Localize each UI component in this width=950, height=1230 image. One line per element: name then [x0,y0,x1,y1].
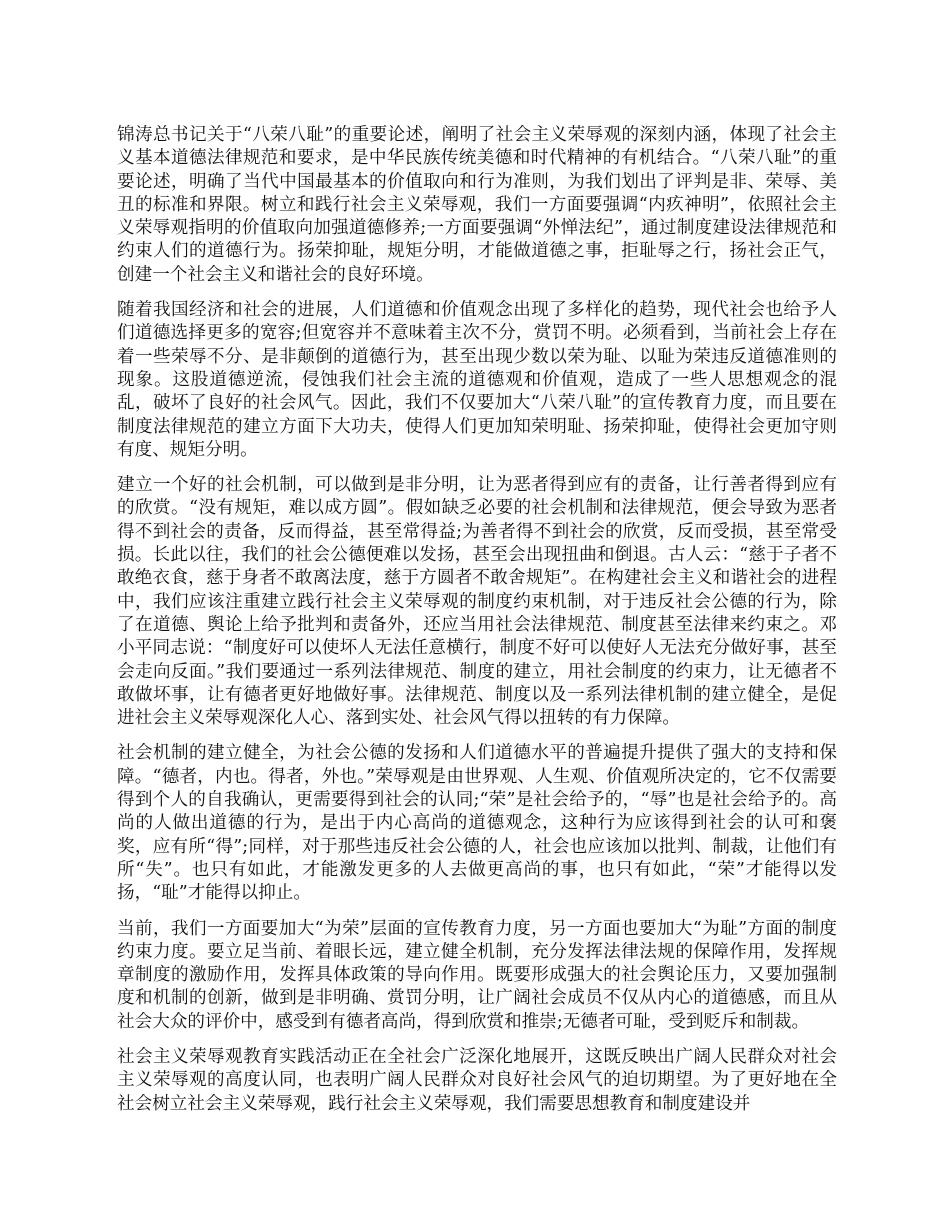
paragraph-3: 建立一个好的社会机制，可以做到是非分明，让为恶者得到应有的责备，让行善者得到应有的欣赏。“没有规矩，难以成方圆”。假如缺乏必要的社会机制和法律规范，便会导致为恶者得不到社会的责备，反而得益，甚至常得益;为善者得不到社会的欣赏，反而受损，甚至常受损。长此以往，我们的社会公德便难以发扬，甚至会出现扭曲和倒退。古人云：“慈于子者不敢绝衣食，慈于身者不敢离法度，慈于方圆者不敢舍规矩”。在构建社会主义和谐社会的进程中，我们应该注重建立践行社会主义荣辱观的制度约束机制，对于违反社会公德的行为，除了在道德、舆论上给予批判和责备外，还应当用社会法律规范、制度甚至法律来约束之。邓小平同志说：“制度好可以使坏人无法任意横行，制度不好可以使好人无法充分做好事，甚至会走向反面。”我们要通过一系列法律规范、制度的建立，用社会制度的约束力，让无德者不敢做坏事，让有德者更好地做好事。法律规范、制度以及一系列法律机制的建立健全，是促进社会主义荣辱观深化人心、落到实处、社会风气得以扭转的有力保障。 [117,475,837,729]
paragraph-4: 社会机制的建立健全，为社会公德的发扬和人们道德水平的普遍提升提供了强大的支持和保障。“德者，内也。得者，外也。”荣辱观是由世界观、人生观、价值观所决定的，它不仅需要得到个人的自我确认，更需要得到社会的认同;“荣”是社会给予的，“辱”也是社会给予的。高尚的人做出道德的行为，是出于内心高尚的道德观念，这种行为应该得到社会的认可和褒奖，应有所“得”;同样，对于那些违反社会公德的人，社会也应该加以批判、制裁，让他们有所“失”。也只有如此，才能激发更多的人去做更高尚的事，也只有如此，“荣”才能得以发扬，“耻”才能得以抑止。 [117,743,837,904]
paragraph-1: 锦涛总书记关于“八荣八耻”的重要论述，阐明了社会主义荣辱观的深刻内涵，体现了社会主义基本道德法律规范和要求，是中华民族传统美德和时代精神的有机结合。“八荣八耻”的重要论述，明确了当代中国最基本的价值取向和行为准则，为我们划出了评判是非、荣辱、美丑的标准和界限。树立和践行社会主义荣辱观，我们一方面要强调“内疚神明”，依照社会主义荣辱观指明的价值取向加强道德修养;一方面要强调“外惮法纪”，通过制度建设法律规范和约束人们的道德行为。扬荣抑耻，规矩分明，才能做道德之事，拒耻辱之行，扬社会正气，创建一个社会主义和谐社会的良好环境。 [117,125,837,285]
paragraph-5: 当前，我们一方面要加大“为荣”层面的宣传教育力度，另一方面也要加大“为耻”方面的制度约束力度。要立足当前、着眼长远，建立健全机制，充分发挥法律法规的保障作用，发挥规章制度的激励作用，发挥具体政策的导向作用。既要形成强大的社会舆论压力，又要加强制度和机制的创新，做到是非明确、赏罚分明，让广阔社会成员不仅从内心的道德感，而且从社会大众的评价中，感受到有德者高尚，得到欣赏和推崇;无德者可耻，受到贬斥和制裁。 [117,918,837,1032]
document-body [117,124,837,1128]
paragraph-2: 随着我国经济和社会的进展，人们道德和价值观念出现了多样化的趋势，现代社会也给予人们道德选择更多的宽容;但宽容并不意味着主次不分，赏罚不明。必须看到，当前社会上存在着一些荣辱不分、是非颠倒的道德行为，甚至出现少数以荣为耻、以耻为荣违反道德准则的现象。这股道德逆流，侵蚀我们社会主流的道德观和价值观，造成了一些人思想观念的混乱，破坏了良好的社会风气。因此，我们不仅要加大“八荣八耻”的宣传教育力度，而且要在制度法律规范的建立方面下大功夫，使得人们更加知荣明耻、扬荣抑耻，使得社会更加守则有度、规矩分明。 [117,300,837,460]
paragraph-6: 社会主义荣辱观教育实践活动正在全社会广泛深化地展开，这既反映出广阔人民群众对社会主义荣辱观的高度认同，也表明广阔人民群众对良好社会风气的迫切期望。为了更好地在全社会树立社会主义荣辱观，践行社会主义荣辱观，我们需要思想教育和制度建设并 [117,1046,837,1114]
